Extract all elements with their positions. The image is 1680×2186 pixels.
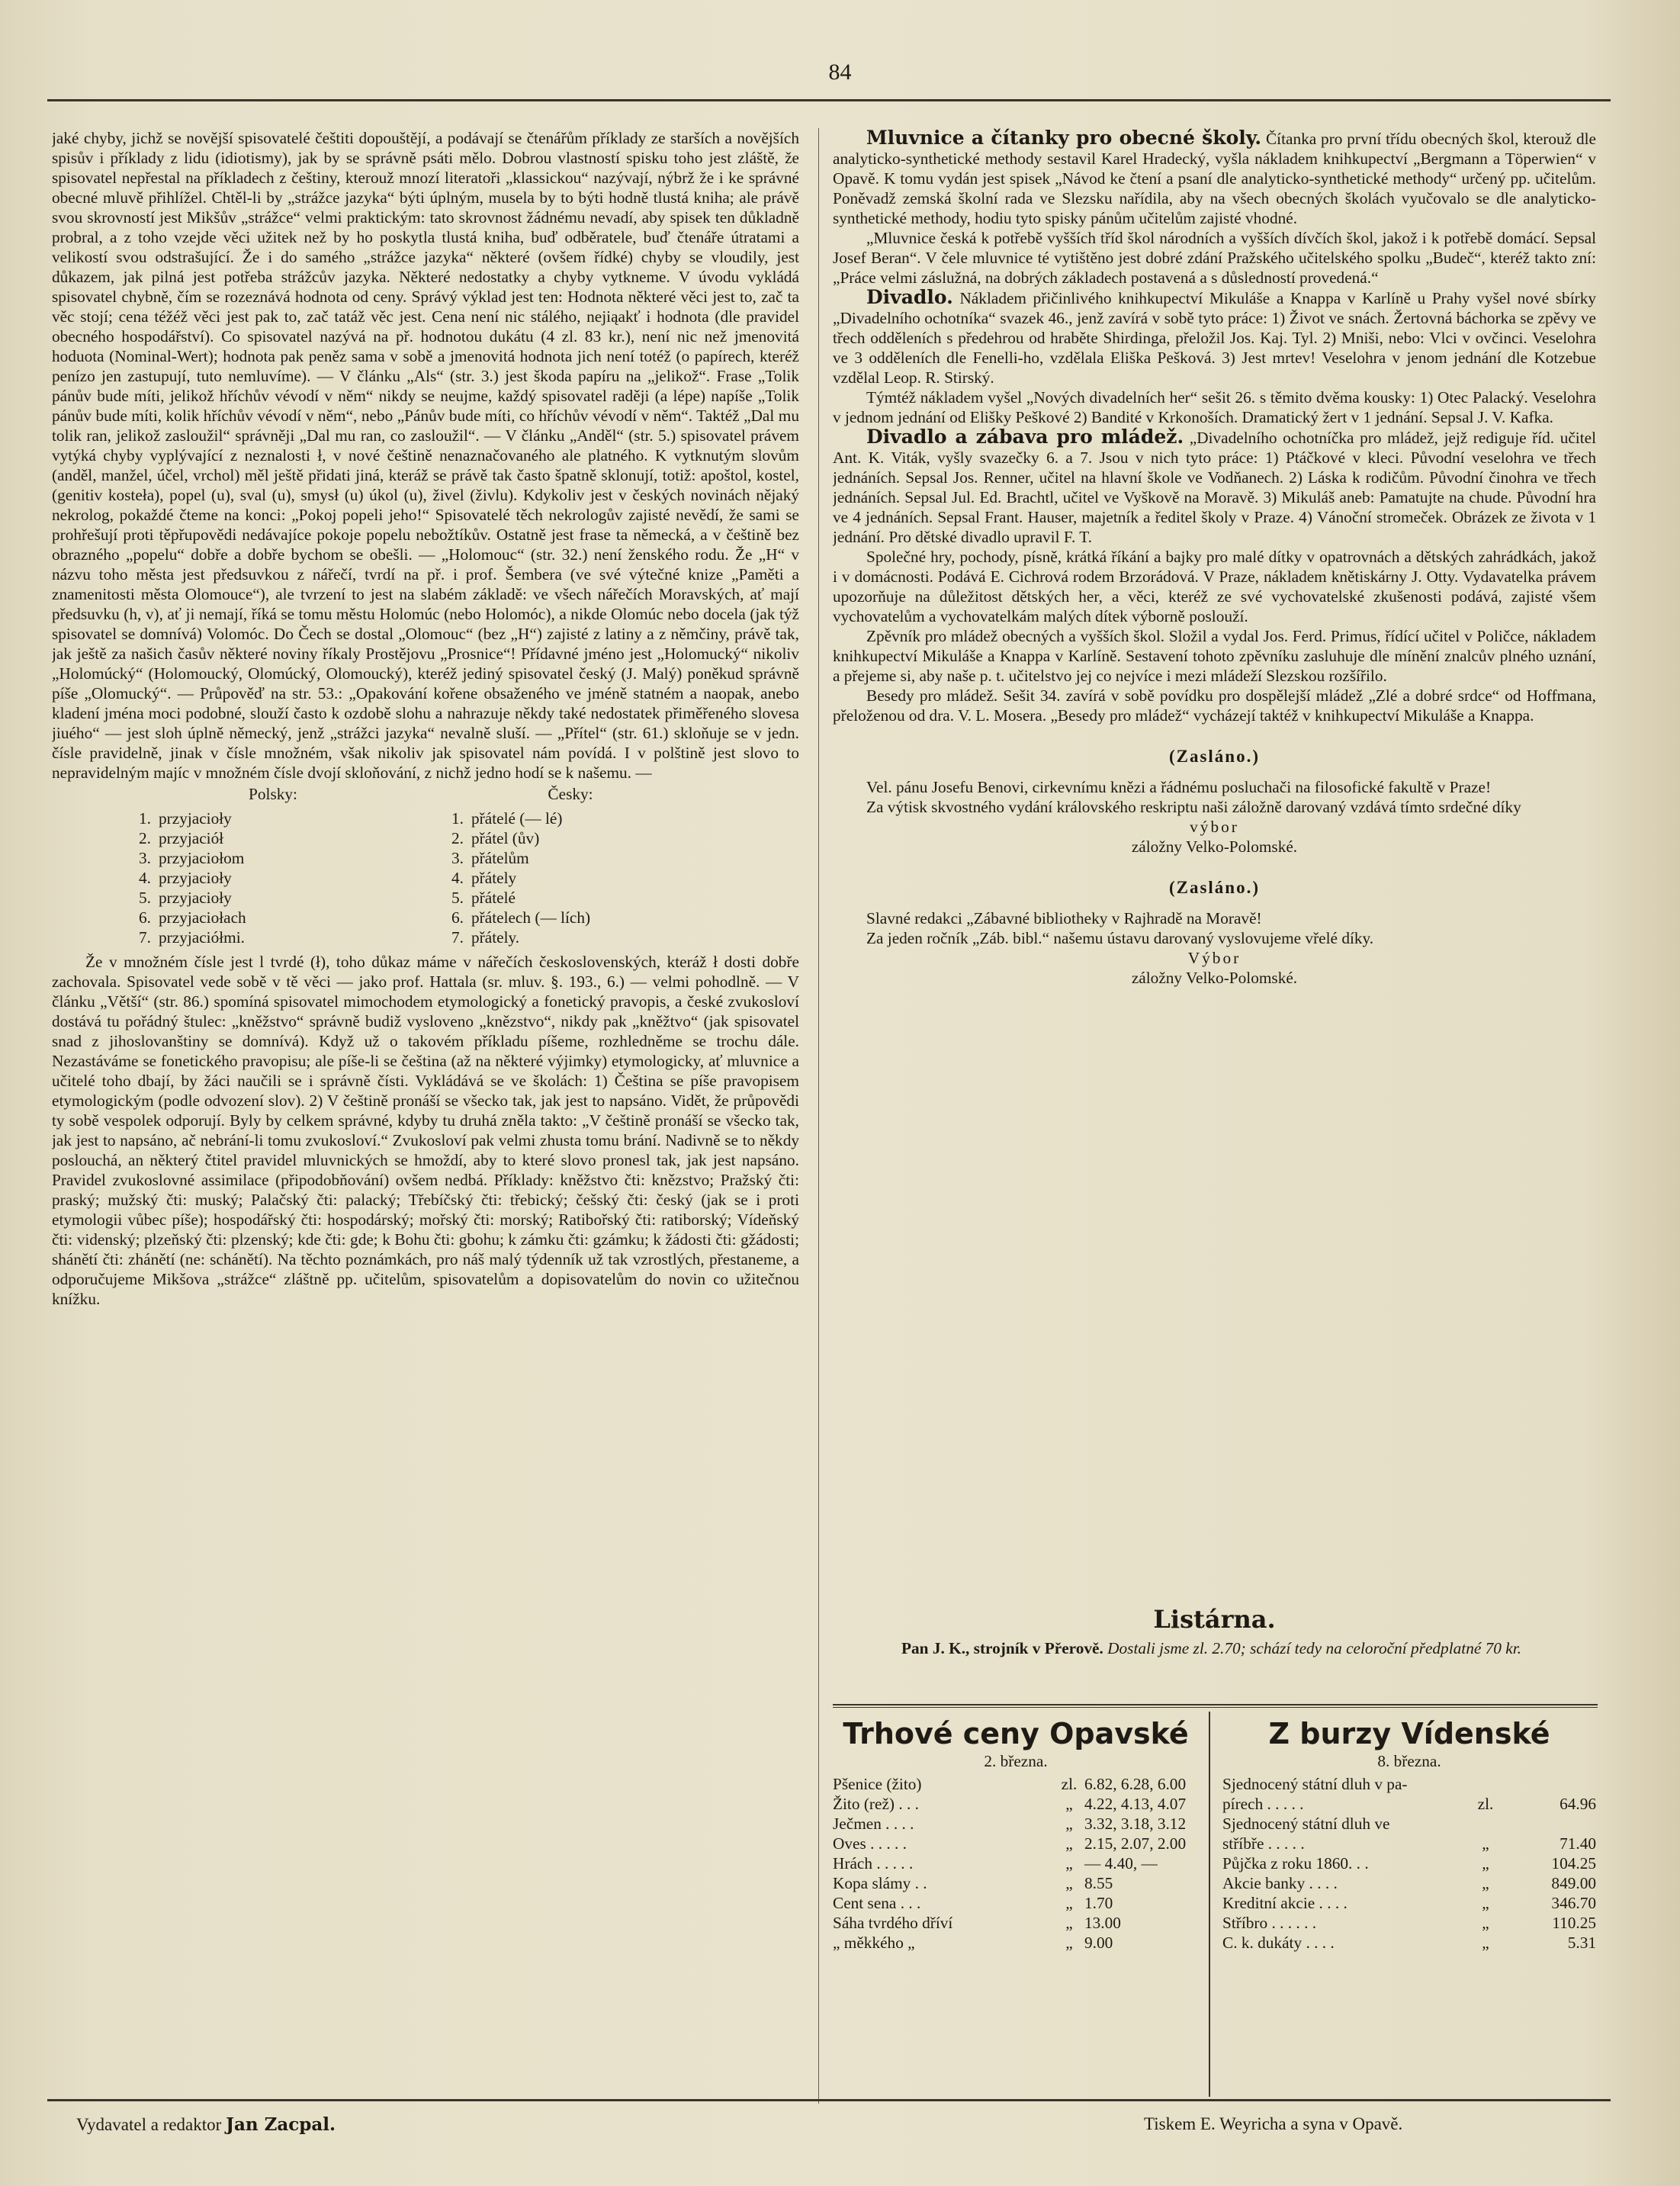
market-label: Půjčka z roku 1860. . . (1222, 1854, 1369, 1873)
declension-cell-pl: przyjaciół (159, 829, 224, 847)
zaslano-signature-2: záložny Velko-Polomské. (1131, 837, 1298, 856)
declension-cell-n2: 7. (451, 928, 464, 947)
markets-rule (833, 1707, 1598, 1708)
market-opava (833, 1716, 1199, 2098)
declension-cell-pl: przyjaciołach (159, 908, 246, 927)
market-row (833, 1933, 1199, 1953)
section-grammar-books: Mluvnice a čítanky pro obecné školy. Čítanka pro první třídu obecných škol, kterouž dle analyticko-synthetické methody sestavil Karel Hradecký, vyšla nákladem knihkupectví „Bergmann a Töperwien“ v Opavě. K tomu vydán jest spisek „Návod ke čtení a psaní dle analyticko-synthetické methody“ určený pp. učitelům. Poněvadž zemská školní rada ve Slezsku nařídila, aby na všech obecných školách vyučovalo se dle analyticko-synthetické methody, hodiu tyto spisky pánům učitelům zajisté vhodné. (833, 128, 1596, 227)
declension-cell-n2: 4. (451, 869, 464, 887)
market-value: — 4.40, — (1084, 1854, 1158, 1873)
markets-rule (833, 1704, 1598, 1705)
zaslano2-text: Slavné redakci „Zábavné bibliotheky v Rajhradě na Moravě! (866, 909, 1262, 927)
market-value: 3.32, 3.18, 3.12 (1084, 1815, 1187, 1833)
section-youth-theatre-3: Zpěvník pro mládež obecných a vyšších škol. Složil a vydal Jos. Ferd. Primus, řídící učitel v Poličce, nákladem knihkupectví Mikuláše a Knappa v Karlíně. Sestavení tohoto zpěvníku zasluhuje dle mínění znalcův plného uznání, a přejeme si, aby naše p. t. učitelstvo jej co nejvíce i mezi mládeží Slezskou rozšířilo. (833, 627, 1596, 685)
market-label: Sjednocený státní dluh v pa- (1222, 1775, 1408, 1793)
listarna-addressee: Pan J. K., strojník v Přerově. (901, 1639, 1103, 1657)
market-label: „ měkkého „ (833, 1934, 915, 1952)
market-unit: zl. (1477, 1795, 1494, 1813)
market-label: Oves . . . . . (833, 1834, 907, 1853)
section-youth-theatre: Divadlo a zábava pro mládež. „Divadelního ochotníčka pro mládež, jejž rediguje říd. učitel Ant. K. Viták, vyšly svazečky 6. a 7. Jsou v nich tyto práce: 1) Ptáčkové v kleci. Původní veselohra ve třech jednáních. Sepsal Jos. Renner, učitel na hlavní škole ve Vodňanech. 2) Láska k rodičům. Původní činohra ve třech jednáních. Sepsal Jul. Ed. Brachtl, učitel ve Vyškově na Moravě. 3) Mikuláš aneb: Pamatujte na chude. Původní hra ve 4 jednáních. Sepsal Frant. Hauser, majetník a ředitel školy v Praze. 4) Vánoční stromeček. Obrázek ze života v 1 jednání. Pro dětské divadlo upravil F. T. (833, 426, 1596, 546)
declension-cell-pl: przyjaciołom (159, 849, 245, 867)
market-unit: „ (1065, 1815, 1073, 1833)
declension-cell-n1: 3. (139, 849, 151, 867)
market-title: Z burzy Vídenské (1268, 1717, 1550, 1750)
zaslano-title-2: (Zasláno.) (1168, 878, 1261, 897)
declension-table (52, 784, 799, 804)
market-unit: „ (1482, 1914, 1489, 1932)
declension-cell-n2: 3. (451, 849, 464, 867)
market-row (833, 1853, 1199, 1873)
bottom-rule (47, 2099, 1611, 2101)
declension-cell-cz: přátelům (471, 849, 529, 867)
market-label: Pšenice (žito) (833, 1775, 922, 1793)
footer-publisher: Vydavatel a redaktor Jan Zacpal. (76, 2114, 336, 2135)
section-theatre: Divadlo. Nákladem přičinlivého knihkupectví Mikuláše a Knappa v Karlíně u Prahy vyšel nové sbírky „Divadelního ochotníka“ svazek 46., jenž zavírá v sobě tyto práce: 1) Život ve snách. Žertovná báchorka se zpěvy ve třech odděleních s předehrou od hraběte Shirdinga, přeložil Jos. Kaj. Tyl. 2) Mniši, nebo: Vlci v ovčinci. Veselohra ve 3 odděleních dle Fenelli-ho, vzdělala Eliška Pešková. 3) Jest mrtev! Veselohra v jenom jednání dle Kotzebue vzdělal Leop. R. Stirský. (833, 286, 1596, 387)
page-number: 84 (828, 59, 852, 85)
market-value: 1.70 (1084, 1894, 1113, 1912)
declension-cell-cz: přátelech (— lích) (471, 908, 591, 927)
left-column (52, 128, 799, 2100)
market-row (1222, 1893, 1596, 1913)
market-row (1222, 1814, 1596, 1834)
listarna-title: Listárna. (1153, 1605, 1276, 1634)
market-unit: „ (1482, 1834, 1489, 1853)
declension-cell-n2: 1. (451, 809, 464, 828)
polsky-label: Polsky: (249, 785, 297, 803)
market-value: 64.96 (1560, 1795, 1596, 1813)
market-row (833, 1893, 1199, 1913)
section-youth-theatre-2: Společné hry, pochody, písně, krátká říkání a bajky pro malé dítky v opatrovnách a dětských zahrádkách, jakož i v domácnosti. Podává E. Cichrová rodem Brzorádová. V Praze, nákladem knětiskárny J. Otty. Vydavatelka právem upozorňuje na důležitost dětských her, a věci, kteréž ze své vychovatelské zkušenosti podává, zajisté všem vychovatelům a vychovatelkám malých dítek výborně poslouží. (833, 548, 1596, 625)
market-row (833, 1873, 1199, 1893)
market-date: 2. března. (984, 1752, 1048, 1770)
market-unit: „ (1065, 1894, 1073, 1912)
section-heading: Mluvnice a čítanky pro obecné školy. (866, 128, 1262, 149)
market-row (833, 1814, 1199, 1834)
market-label: Kopa slámy . . (833, 1874, 927, 1892)
market-row (833, 1794, 1199, 1814)
market-label: Akcie banky . . . . (1222, 1874, 1338, 1892)
zaslano-signature: výbor (1190, 818, 1239, 836)
market-unit: „ (1065, 1874, 1073, 1892)
market-unit: „ (1482, 1894, 1489, 1912)
declension-cell-n2: 6. (451, 908, 464, 927)
declension-cell-pl: przyjaciółmi. (159, 928, 245, 947)
column-divider (818, 128, 819, 2104)
market-label: Hrách . . . . . (833, 1854, 914, 1873)
market-unit: „ (1065, 1795, 1073, 1813)
market-label: Cent sena . . . (833, 1894, 921, 1912)
section-heading: Divadlo. (866, 286, 953, 308)
market-row (1222, 1774, 1596, 1794)
listarna-note: Dostali jsme zl. 2.70; schází tedy na celoroční předplatné 70 kr. (1107, 1639, 1521, 1657)
declension-cell-cz: přátelé (— lé) (471, 809, 563, 828)
market-value: 9.00 (1084, 1934, 1113, 1952)
market-label: stříbře . . . . . (1222, 1834, 1305, 1853)
market-row (1222, 1873, 1596, 1893)
market-label: Ječmen . . . . (833, 1815, 914, 1833)
zaslano-text: Vel. pánu Josefu Benovi, cirkevnímu knězi a řádnému posluchači na filosofické fakultě v Praze! (866, 778, 1492, 796)
market-unit: „ (1482, 1874, 1489, 1892)
market-label: Stříbro . . . . . . (1222, 1914, 1317, 1932)
zaslano2-signature: Výbor (1187, 949, 1242, 967)
market-label: Sjednocený státní dluh ve (1222, 1815, 1390, 1833)
review-paragraph: jaké chyby, jichž se novější spisovatelé češtiti dopouštějí, a podávají se čtenářům příklady ze starších a novějších spisův i příklady z lidu (idiotismy), jak by se správně psáti mělo. Dobrou vlastností spisku toho jest zláště, že spisovatel nepřestal na příkladech z češtiny, kterouž mnozí literatoři „klassickou“ nazývají, nýbrž že i ke správné obecné mluvě přihlížel. Chtěl-li by „strážce jazyka“ býti úplným, musela by to býti hodně tlustá kniha; ale právě svou skrovností jest Mikšův „strážce“ velmi praktickým: tato skrovnost žádnému nevadí, aby spisek ten důkladně probral, a z toho vzejde věci užitek než by ho poskytla tlustá kniha, buď odběratele, buď čtenáře útratami a velikostí svou odstrašující. Že i do samého „strážce jazyka“ některé (ovšem řídké) chyby se vloudily, jest důkazem, jak pilná jest potřeba strážcův jazyka. Některé nedostatky a chyby vytkneme. V úvodu vykládá spisovatel chybně, čím se rozeznává hodnota od ceny. Správý výklad jest ten: Hodnota některé věci jest to, zač ta věc stojí; cena téžéž věci jest pak to, zač tatáž věc jest. Cena není nic stálého, nejiąakť i hodnota (dle pravidel obecného hospodářství). Co spisovatel nazývá na př. hodnotou dukátu (4 zl. 83 kr.), není nic než jmenovitá hoduota (Nominal-Wert); hodnota pak peněz sama v sobě a jmenovitá hodnota jich není totéž (o papírech, kteréž penízo jen zastupují, tuto nemluvíme). — V článku „Als“ (str. 3.) jest škoda papíru na „jelikož“. Frase „Tolik pánův bude míti, jelikož hříchův vévodí v něm“ nikdy se neujme, každý spisovatel raději (a lépe) napíše „Tolik pánův bude míti, kolik hříchův vévodí v něm“, nebo „Pánův bude míti, co hříchův vévodí v něm“. Taktéž „Dal mu tolik ran, jelikož zasloužil“ správněji „Dal mu ran, co zasloužil“. — V článku „Anděl“ (str. 5.) spisovatel právem vytýká chyby vyplývající z neznalosti ł, v nové češtině nenaznačovaného ale platného. K vytknutým slovům (anděl, manžel, účel, vrchol) měl ještě přidati jiná, kteráž se právě tak často špatně sklonují, totiž: apoštol, kostel, (genitiv kosteła), popel (u), sval (u), smysł (u) úkol (u), živel (živlu). Kdykoliv jest v českých novinách nějaký nekrolog, pokaždé čteme na konci: „Pokoj popeli jeho!“ Spisovatelé těch nekrologův zajisté nevědí, že sami se prohřešují proti těpřupovědi nedávajíce pokoje popelu nebožtíkův. Ostatně jest frase ta německá, a v češtině bez obrazného „popelu“ dobře a dobře bychom se obešli. — „Holomouc“ (str. 32.) není ženského rodu. Že „H“ v názvu toho města jest předsuvkou z nářečí, tvrdí na př. i prof. Šembera (ve své výtečné knize „Paměti a znamenitosti města Olomouce“), ale tvrzení to jest na slabém základě: ve všech nářečích Moravských, ať mají předsuvku (h, v), ať ji nemají, říká se tomu městu Holomúc (nebo Holomóc), a nikde Olomúc nebo docela (jak týž spisovatel se domnívá) Volomóc. Do Čech se dostal „Olomouc“ (bez „H“) zajisté z latiny a z němčiny, právě tak, jak ještě za našich časův některé noviny říkaly Prostějovu „Prosnice“! Přídavné jméno jest „Holomucký“ nikoliv „Holomúcký“ (Holomoucký, Olomúcký, Olomoucký), kteréž jediný spisovatel český (J. Malý) poněkud správně píše „Olomucký“. — Průpověď na str. 53.: „Opakování kořene obsaženého ve jméně statném a naopak, anebo kladení jména moci podobné, slouží často k ozdobě slohu a nahrazuje někdy také nedostatek přiměřeného slovesa jiuého“ — jest sloh úplně německý, jenž „strážci jazyka“ nevalně sluší. — „Přítel“ (str. 61.) skloňuje se v jedn. čísle pravidelně, jinak v čísle množném, však nikoliv jak spisovatel nám povídá. I v polštině jest slovo to nepravidelným majíc v množném čísle dvojí skloňování, z nichž jedno hodí se k našemu. — (52, 129, 799, 782)
market-unit: „ (1482, 1934, 1489, 1952)
market-divider (1209, 1712, 1210, 2097)
market-row (1222, 1794, 1596, 1814)
market-value: 5.31 (1567, 1934, 1596, 1952)
footer-printer: Tiskem E. Weyricha a syna v Opavě. (1144, 2114, 1403, 2133)
zaslano-title: (Zasláno.) (1168, 747, 1261, 766)
declension-cell-pl: przyjacioły (159, 809, 232, 828)
section-youth-theatre-4: Besedy pro mládež. Sešit 34. zavírá v sobě povídku pro dospělejší mládež „Zlé a dobré srdce“ od Hoffmana, přeloženou od dra. V. L. Mosera. „Besedy pro mládež“ vycházejí taktéž v knihkupectví Mikuláše a Knappa. (833, 686, 1596, 725)
declension-cell-n1: 4. (139, 869, 151, 887)
section-theatre-2: Týmtéž nákladem vyšel „Nových divadelních her“ sešit 26. s těmito dvěma kousky: 1) Otec Palacký. Veselohra v jednom jednání od Elišky Peškové 2) Bandité v Krkonoších. Dramatický žert v 1 jednání. Sepsal J. V. Kafka. (833, 388, 1596, 426)
declension-cell-cz: přátely (471, 869, 517, 887)
market-label: Žito (rež) . . . (833, 1795, 919, 1813)
market-value: 110.25 (1552, 1914, 1596, 1932)
declension-cell-n1: 7. (139, 928, 151, 947)
market-unit: „ (1065, 1854, 1073, 1873)
market-unit: „ (1065, 1934, 1073, 1952)
market-value: 71.40 (1560, 1834, 1596, 1853)
declension-cell-cz: přátelé (471, 889, 516, 907)
market-value: 6.82, 6.28, 6.00 (1084, 1775, 1187, 1793)
market-date: 8. března. (1377, 1752, 1441, 1770)
declension-cell-cz: přátely. (471, 928, 520, 947)
declension-cell-n1: 6. (139, 908, 151, 927)
market-row (1222, 1913, 1596, 1933)
market-title: Trhové ceny Opavské (843, 1717, 1189, 1750)
market-label: Sáha tvrdého dříví (833, 1914, 953, 1932)
market-row (1222, 1933, 1596, 1953)
declension-cell-n1: 5. (139, 889, 151, 907)
market-row (1222, 1853, 1596, 1873)
market-value: 849.00 (1551, 1874, 1596, 1892)
editor-name: Jan Zacpal. (226, 2114, 336, 2135)
market-label: Kreditní akcie . . . . (1222, 1894, 1348, 1912)
market-row (833, 1834, 1199, 1853)
declension-cell-n2: 2. (451, 829, 464, 847)
right-column (833, 128, 1596, 1593)
top-rule (47, 99, 1611, 101)
market-label: C. k. dukáty . . . . (1222, 1934, 1335, 1952)
section-grammar-books-2: „Mluvnice česká k potřebě vyšších tříd škol národních a vyšších dívčích škol, jakož i k potřebě domácí. Sepsal Josef Beran“. V čele mluvnice té vytištěno jest dobré zdání Pražského učitelského spolku „Budeč“, kteréž takto zní: „Práce velmi záslužná, na dobrých základech postavená a s důsledností provedená.“ (833, 229, 1596, 287)
market-label: pírech . . . . . (1222, 1795, 1304, 1813)
market-rows (833, 1774, 1199, 1953)
market-unit: „ (1065, 1834, 1073, 1853)
declension-cell-cz: přátel (ův) (471, 829, 540, 847)
market-value: 104.25 (1551, 1854, 1596, 1873)
declension-cell-n1: 1. (139, 809, 151, 828)
market-vienna (1222, 1716, 1596, 2098)
market-unit: „ (1065, 1914, 1073, 1932)
market-unit: zl. (1061, 1775, 1078, 1793)
market-value: 8.55 (1084, 1874, 1113, 1892)
cesky-label: Česky: (548, 785, 593, 803)
zaslano2-signature-2: záložny Velko-Polomské. (1131, 969, 1298, 987)
zaslano2-text-2: Za jeden ročník „Záb. bibl.“ našemu ústavu darovaný vyslovujeme vřelé díky. (866, 929, 1374, 947)
declension-cell-n2: 5. (451, 889, 464, 907)
zaslano-text-2: Za výtisk skvostného vydání královského reskriptu naši záložně darovaný vzdává tímto srdečné díky (866, 798, 1521, 816)
market-unit: „ (1482, 1854, 1489, 1873)
declension-rows (52, 808, 799, 947)
review-paragraph-continued: Že v množném čísle jest l tvrdé (ł), toho důkaz máme v nářečích československých, kteráž ł dosti dobře zachovala. Spisovatel vede sobě v tě věci — jako prof. Hattala (sr. mluv. §. 193., 6.) — velmi pohodlně. — V článku „Větší“ (str. 86.) spomíná spisovatel mimochodem etymologický a fonetický pravopis, a české zvukosloví dostává tu pořádný štulec: „kněžstvo“ správně budiž vysloveno „knězstvo“, nikdy pak „kněžtvo“ (jak spisovatel snad z jihoslovanštiny se domnívá). Když už o takovém příkladu píšeme, rozhledněme se trochu dále. Nezastáváme se fonetického pravopisu; ale píše-li se čeština (až na některé výjimky) etymologicky, ať mluvnice a učitelé toho dbají, by žáci naučili se i správně čísti. Vykládává se ve školách: 1) Čeština se píše pravopisem etymologickým (podle odvození slov). 2) V češtině pronáší se všecko tak, jak jest to napsáno. Vidět, že průpovědi ty sobě vespolek odporují. Byly by celkem správné, kdyby tu druhá zněla takto: „V češtině pronáší se všecko tak, jak jest to napsáno, ač nebrání-li tomu zvukosloví.“ Zvukosloví pak velmi zhusta tomu brání. Nadivně se to někdy poslouchá, an některý čtitel pravidel mluvnických se hmoždí, aby to které slovo pronesl tak, jak jest napsáno. Pravidel zvukoslovné assimilace (připodobňování) ovšem nedbá. Příklady: kněžstvo čti: knězstvo; Pražský čti: praský; mužský čti: muský; Palačský čti: palacký; Třebíčský čti: třebický; češský čti: český (jak se i proti etymologii vůbec píše); hospodářský čti: hospodárský; mořský čti: morský; Ratibořský čti: ratiborský; Vídeňský čti: videnský; plzeňský čti: plzenský; kde čti: gde; k Bohu čti: gbohu; k zámku čti: gzámku; k žádosti čti: gžádosti; shánětí čti: zhánětí (ne: schánětí). Na těchto poznámkách, pro náš malý týdenník už tak vzrostlých, přestaneme, a odporučujeme Mikšova „strážce“ zláštně pp. učitelům, spisovatelům a dopisovatelům do novin co užitečnou knížku. (52, 953, 799, 1308)
market-value: 4.22, 4.13, 4.07 (1084, 1795, 1187, 1813)
market-value: 2.15, 2.07, 2.00 (1084, 1834, 1187, 1853)
market-value: 346.70 (1551, 1894, 1596, 1912)
market-value: 13.00 (1084, 1914, 1121, 1932)
market-rows (1222, 1774, 1596, 1953)
market-row (833, 1774, 1199, 1794)
declension-cell-n1: 2. (139, 829, 151, 847)
listarna-section (833, 1605, 1596, 1658)
declension-cell-pl: przyjacioły (159, 889, 232, 907)
market-row (1222, 1834, 1596, 1853)
declension-cell-pl: przyjacioły (159, 869, 232, 887)
market-row (833, 1913, 1199, 1933)
section-heading: Divadlo a zábava pro mládež. (866, 426, 1184, 448)
